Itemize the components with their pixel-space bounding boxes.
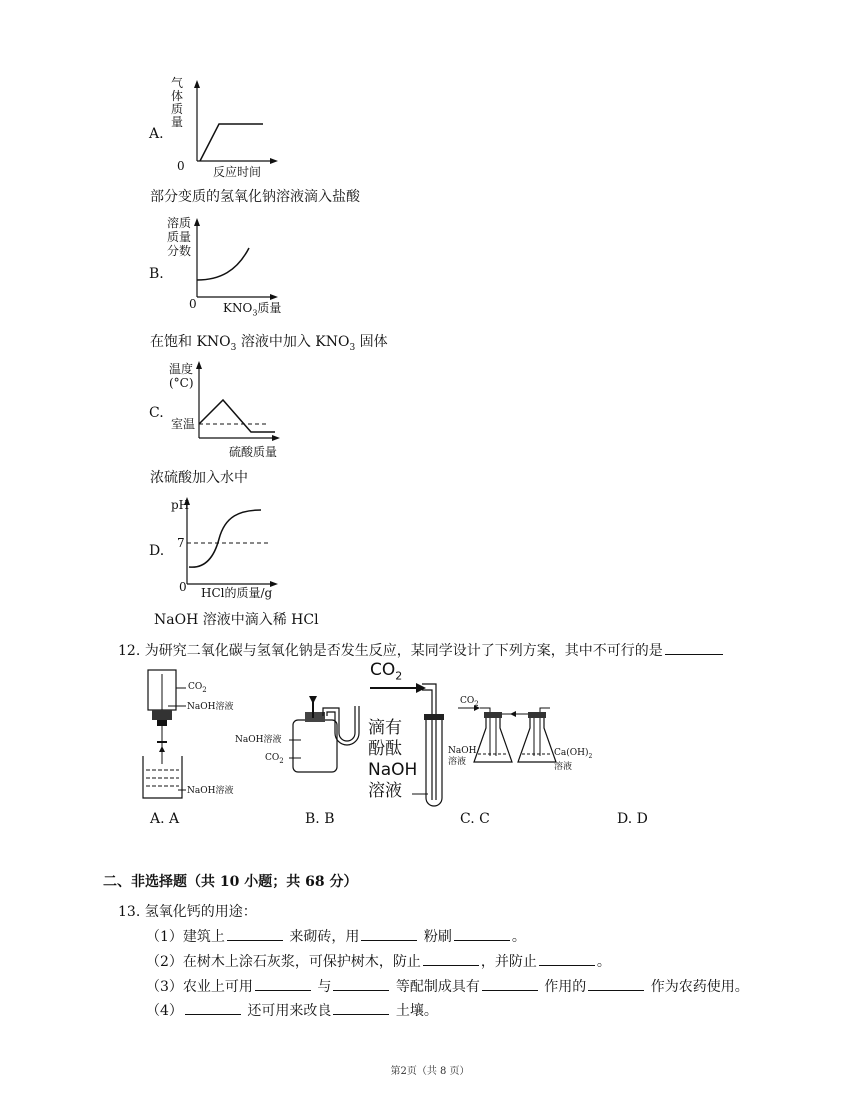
graph-d-xlabel: HCl的质量/g xyxy=(201,586,273,600)
graph-a-origin: 0 xyxy=(177,159,185,173)
apparatus-a xyxy=(138,668,248,803)
graph-a xyxy=(145,75,285,185)
q13-blank-10[interactable] xyxy=(185,1000,241,1015)
graph-c-ref-label: 室温 xyxy=(171,417,196,431)
graph-a-xlabel: 反应时间 xyxy=(213,165,262,179)
graph-b-ylabel: 溶质 质量 分数 xyxy=(167,216,192,258)
q13-stem: 13. 氢氧化钙的用途： xyxy=(118,904,257,920)
apparatus-b-naoh-label: NaOH溶液 xyxy=(235,735,282,745)
q13-blank-4[interactable] xyxy=(423,951,479,966)
graph-a-caption: 部分变质的氢氧化钠溶液滴入盐酸 xyxy=(150,189,360,205)
q12-answer-blank[interactable] xyxy=(665,640,723,655)
graph-d-option: D. xyxy=(149,543,165,559)
apparatus-b-co2-label: $CO_2$ xyxy=(265,753,284,765)
graph-c xyxy=(145,358,285,463)
page-footer: 第2页（共 8 页） xyxy=(390,1066,470,1077)
graph-b-caption: 在饱和 $KNO_3$ 溶液中加入 $KNO_3$ 固体 xyxy=(150,334,388,353)
apparatus-a-naoh-label: NaOH溶液 xyxy=(187,702,234,712)
q13-blank-3[interactable] xyxy=(454,926,510,941)
graph-b-xlabel: $KNO_3$质量 xyxy=(223,301,282,318)
q13-blank-9[interactable] xyxy=(588,976,644,991)
q13-blank-6[interactable] xyxy=(255,976,311,991)
graph-b xyxy=(145,213,285,323)
graph-c-caption: 浓硫酸加入水中 xyxy=(150,470,248,486)
graph-c-ylabel: 温度 (°C) xyxy=(169,362,194,390)
q12-choice-d[interactable]: D. D xyxy=(617,811,648,827)
q13-blank-2[interactable] xyxy=(361,926,417,941)
apparatus-c xyxy=(368,660,458,808)
apparatus-a-beaker-label: NaOH溶液 xyxy=(187,786,234,796)
apparatus-c-co2-label: $CO_2$ xyxy=(370,660,403,683)
graph-d-origin: 0 xyxy=(179,580,187,594)
graph-b-curve xyxy=(197,248,249,280)
apparatus-d xyxy=(446,694,593,774)
q13-line-3: （3）农业上可用 与 等配制成具有 作用的 作为农药使用。 xyxy=(146,976,749,997)
graph-d-ylabel: pH xyxy=(171,498,190,512)
graph-d xyxy=(145,494,285,604)
graph-c-option: C. xyxy=(149,405,164,421)
graph-c-curve xyxy=(199,400,275,432)
q13-line-2: （2）在树木上涂石灰浆，可保护树木，防止 ，并防止 。 xyxy=(146,951,611,972)
graph-a-ylabel: 气 体 质 量 xyxy=(171,76,184,129)
q13-blank-11[interactable] xyxy=(333,1000,389,1015)
apparatus-d-naoh-label: NaOH 溶液 xyxy=(448,746,477,767)
apparatus-b xyxy=(235,688,365,778)
q13-blank-5[interactable] xyxy=(539,951,595,966)
graph-d-ref-label: 7 xyxy=(177,536,185,550)
graph-a-option: A. xyxy=(149,126,164,142)
q12-stem: 12. 为研究二氧化碳与氢氧化钠是否发生反应，某同学设计了下列方案，其中不可行的是 xyxy=(118,640,725,661)
q13-line-1: （1）建筑上 来砌砖，用 粉刷 。 xyxy=(146,926,526,947)
graph-d-curve xyxy=(189,510,261,567)
graph-d-caption: NaOH 溶液中滴入稀 HCl xyxy=(154,612,319,628)
graph-c-xlabel: 硫酸质量 xyxy=(229,445,278,459)
graph-b-origin: 0 xyxy=(189,297,197,311)
q12-choice-a[interactable]: A. A xyxy=(150,811,180,827)
apparatus-c-solution-label: 滴有 酚酞 NaOH 溶液 xyxy=(368,718,418,801)
q13-blank-8[interactable] xyxy=(482,976,538,991)
apparatus-a-co2-label: $CO_2$ xyxy=(188,682,207,694)
q12-choice-c[interactable]: C. C xyxy=(460,811,490,827)
q13-blank-7[interactable] xyxy=(333,976,389,991)
section-heading: 二、非选择题（共 10 小题；共 68 分） xyxy=(103,874,358,890)
apparatus-d-caoh-label: $Ca(OH)_2$ 溶液 xyxy=(554,748,593,772)
q13-blank-1[interactable] xyxy=(227,926,283,941)
q13-line-4: （4） 还可用来改良 土壤。 xyxy=(146,1000,438,1021)
q12-choice-b[interactable]: B. B xyxy=(305,811,335,827)
graph-b-option: B. xyxy=(149,266,164,282)
apparatus-d-co2-label: $CO_2$ xyxy=(460,696,479,708)
graph-a-curve xyxy=(200,124,263,161)
